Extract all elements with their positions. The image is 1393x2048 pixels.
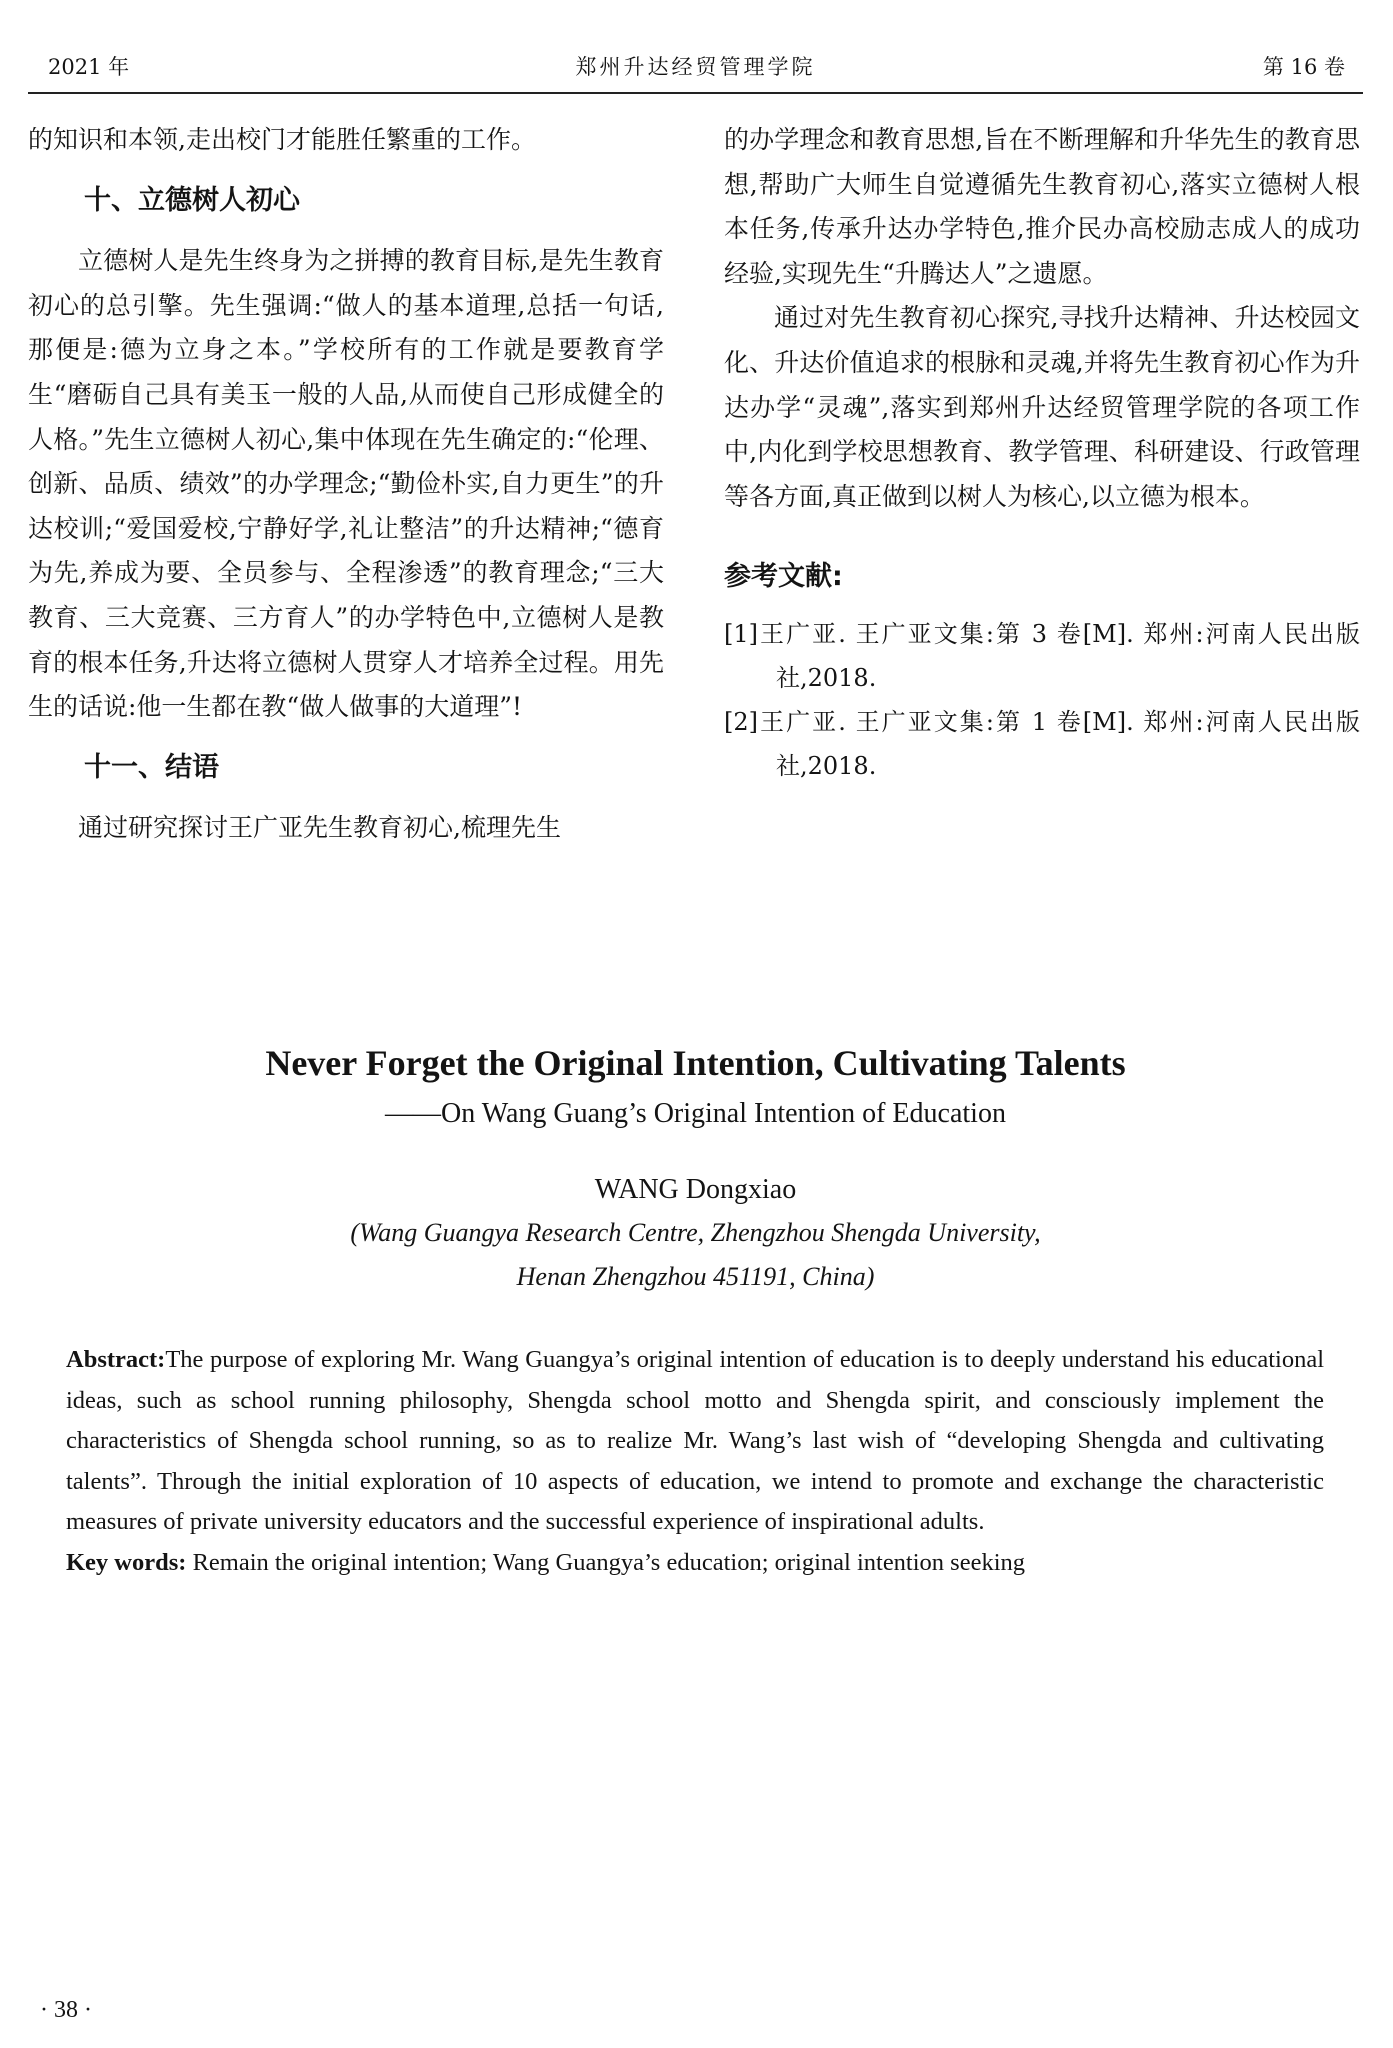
english-title: Never Forget the Original Intention, Cultivating Talents [265, 1043, 1126, 1083]
english-abstract [66, 1340, 1324, 1583]
references-heading: 参考文献: [724, 561, 843, 593]
paragraph-section-10: 立德树人是先生终身为之拼搏的教育目标,是先生教育初心的总引擎。先生强调:“做人的基本道理,总括一句话,那便是:德为立身之本。”学校所有的工作就是要教育学生“磨砺自己具有美玉一般的人品,从而使自己形成健全的人格。”先生立德树人初心,集中体现在先生确定的:“伦理、创新、品质、绩效”的办学理念;“勤俭朴实,自力更生”的升达校训;“爱国爱校,宁静好学,礼让整洁”的升达精神;“德育为先,养成为要、全员参与、全程渗透”的教育理念;“三大教育、三大竞赛、三方育人”的办学特色中,立德树人是教育的根本任务,升达将立德树人贯穿人才培养全过程。用先生的话说:他一生都在教“做人做事的大道理”! [28, 246, 664, 722]
paragraph-conclusion-2: 通过对先生教育初心探究,寻找升达精神、升达校园文化、升达价值追求的根脉和灵魂,并将先生教育初心作为升达办学“灵魂”,落实到郑州升达经贸管理学院的各项工作中,内化到学校思想教育、教学管理、科研建设、行政管理等各方面,真正做到以树人为核心,以立德为根本。 [724, 303, 1360, 511]
header-year: 2021 年 [48, 55, 130, 79]
affiliation-line-1: (Wang Guangya Research Centre, Zhengzhou Shengda University, [350, 1218, 1041, 1247]
section-heading-11: 十一、结语 [84, 751, 219, 783]
author-name: WANG Dongxiao [594, 1174, 797, 1205]
keywords-label: Key words: [66, 1548, 187, 1576]
left-column [28, 118, 664, 851]
page-number: · 38 · [40, 1997, 92, 2023]
paragraph-continued: 的知识和本领,走出校门才能胜任繁重的工作。 [28, 125, 536, 154]
paragraph-conclusion-start: 通过研究探讨王广亚先生教育初心,梳理先生 [78, 813, 561, 843]
running-header [28, 52, 1363, 94]
english-subtitle: ——On Wang Guang’s Original Intention of Education [385, 1098, 1006, 1129]
reference-item: [2]王广亚. 王广亚文集:第 1 卷[M]. 郑州:河南人民出版社,2018. [724, 707, 1360, 780]
references-list [724, 612, 1360, 788]
affiliation-line-2: Henan Zhengzhou 451191, China) [516, 1262, 875, 1291]
abstract-text: The purpose of exploring Mr. Wang Guangya’s original intention of education is to deeply understand his educational ideas, such as school running philosophy, Shengda school motto and Shengda spirit, and consciously implement the characteristics of Shengda school running, so as to realize Mr. Wang’s last wish of “developing Shengda and cultivating talents”. Through the initial exploration of 10 aspects of education, we intend to promote and exchange the characteristic measures of private university educators and the successful experience of inspirational adults. [66, 1346, 1324, 1535]
right-column [724, 118, 1360, 788]
reference-item: [1]王广亚. 王广亚文集:第 3 卷[M]. 郑州:河南人民出版社,2018. [724, 619, 1360, 692]
header-journal: 郑州升达经贸管理学院 [575, 55, 816, 79]
abstract-label: Abstract: [66, 1346, 166, 1373]
keywords-paragraph [66, 1543, 1324, 1584]
paragraph-conclusion-continued: 的办学理念和教育思想,旨在不断理解和升华先生的教育思想,帮助广大师生自觉遵循先生教育初心,落实立德树人根本任务,传承升达办学特色,推介民办高校励志成人的成功经验,实现先生“升腾达人”之遗愿。 [724, 125, 1360, 288]
header-volume: 第 16 卷 [1262, 55, 1345, 79]
section-heading-10: 十、立德树人初心 [84, 184, 300, 216]
keywords-text: Remain the original intention; Wang Guangya’s education; original intention seeking [186, 1548, 1026, 1576]
abstract-paragraph [66, 1340, 1324, 1543]
